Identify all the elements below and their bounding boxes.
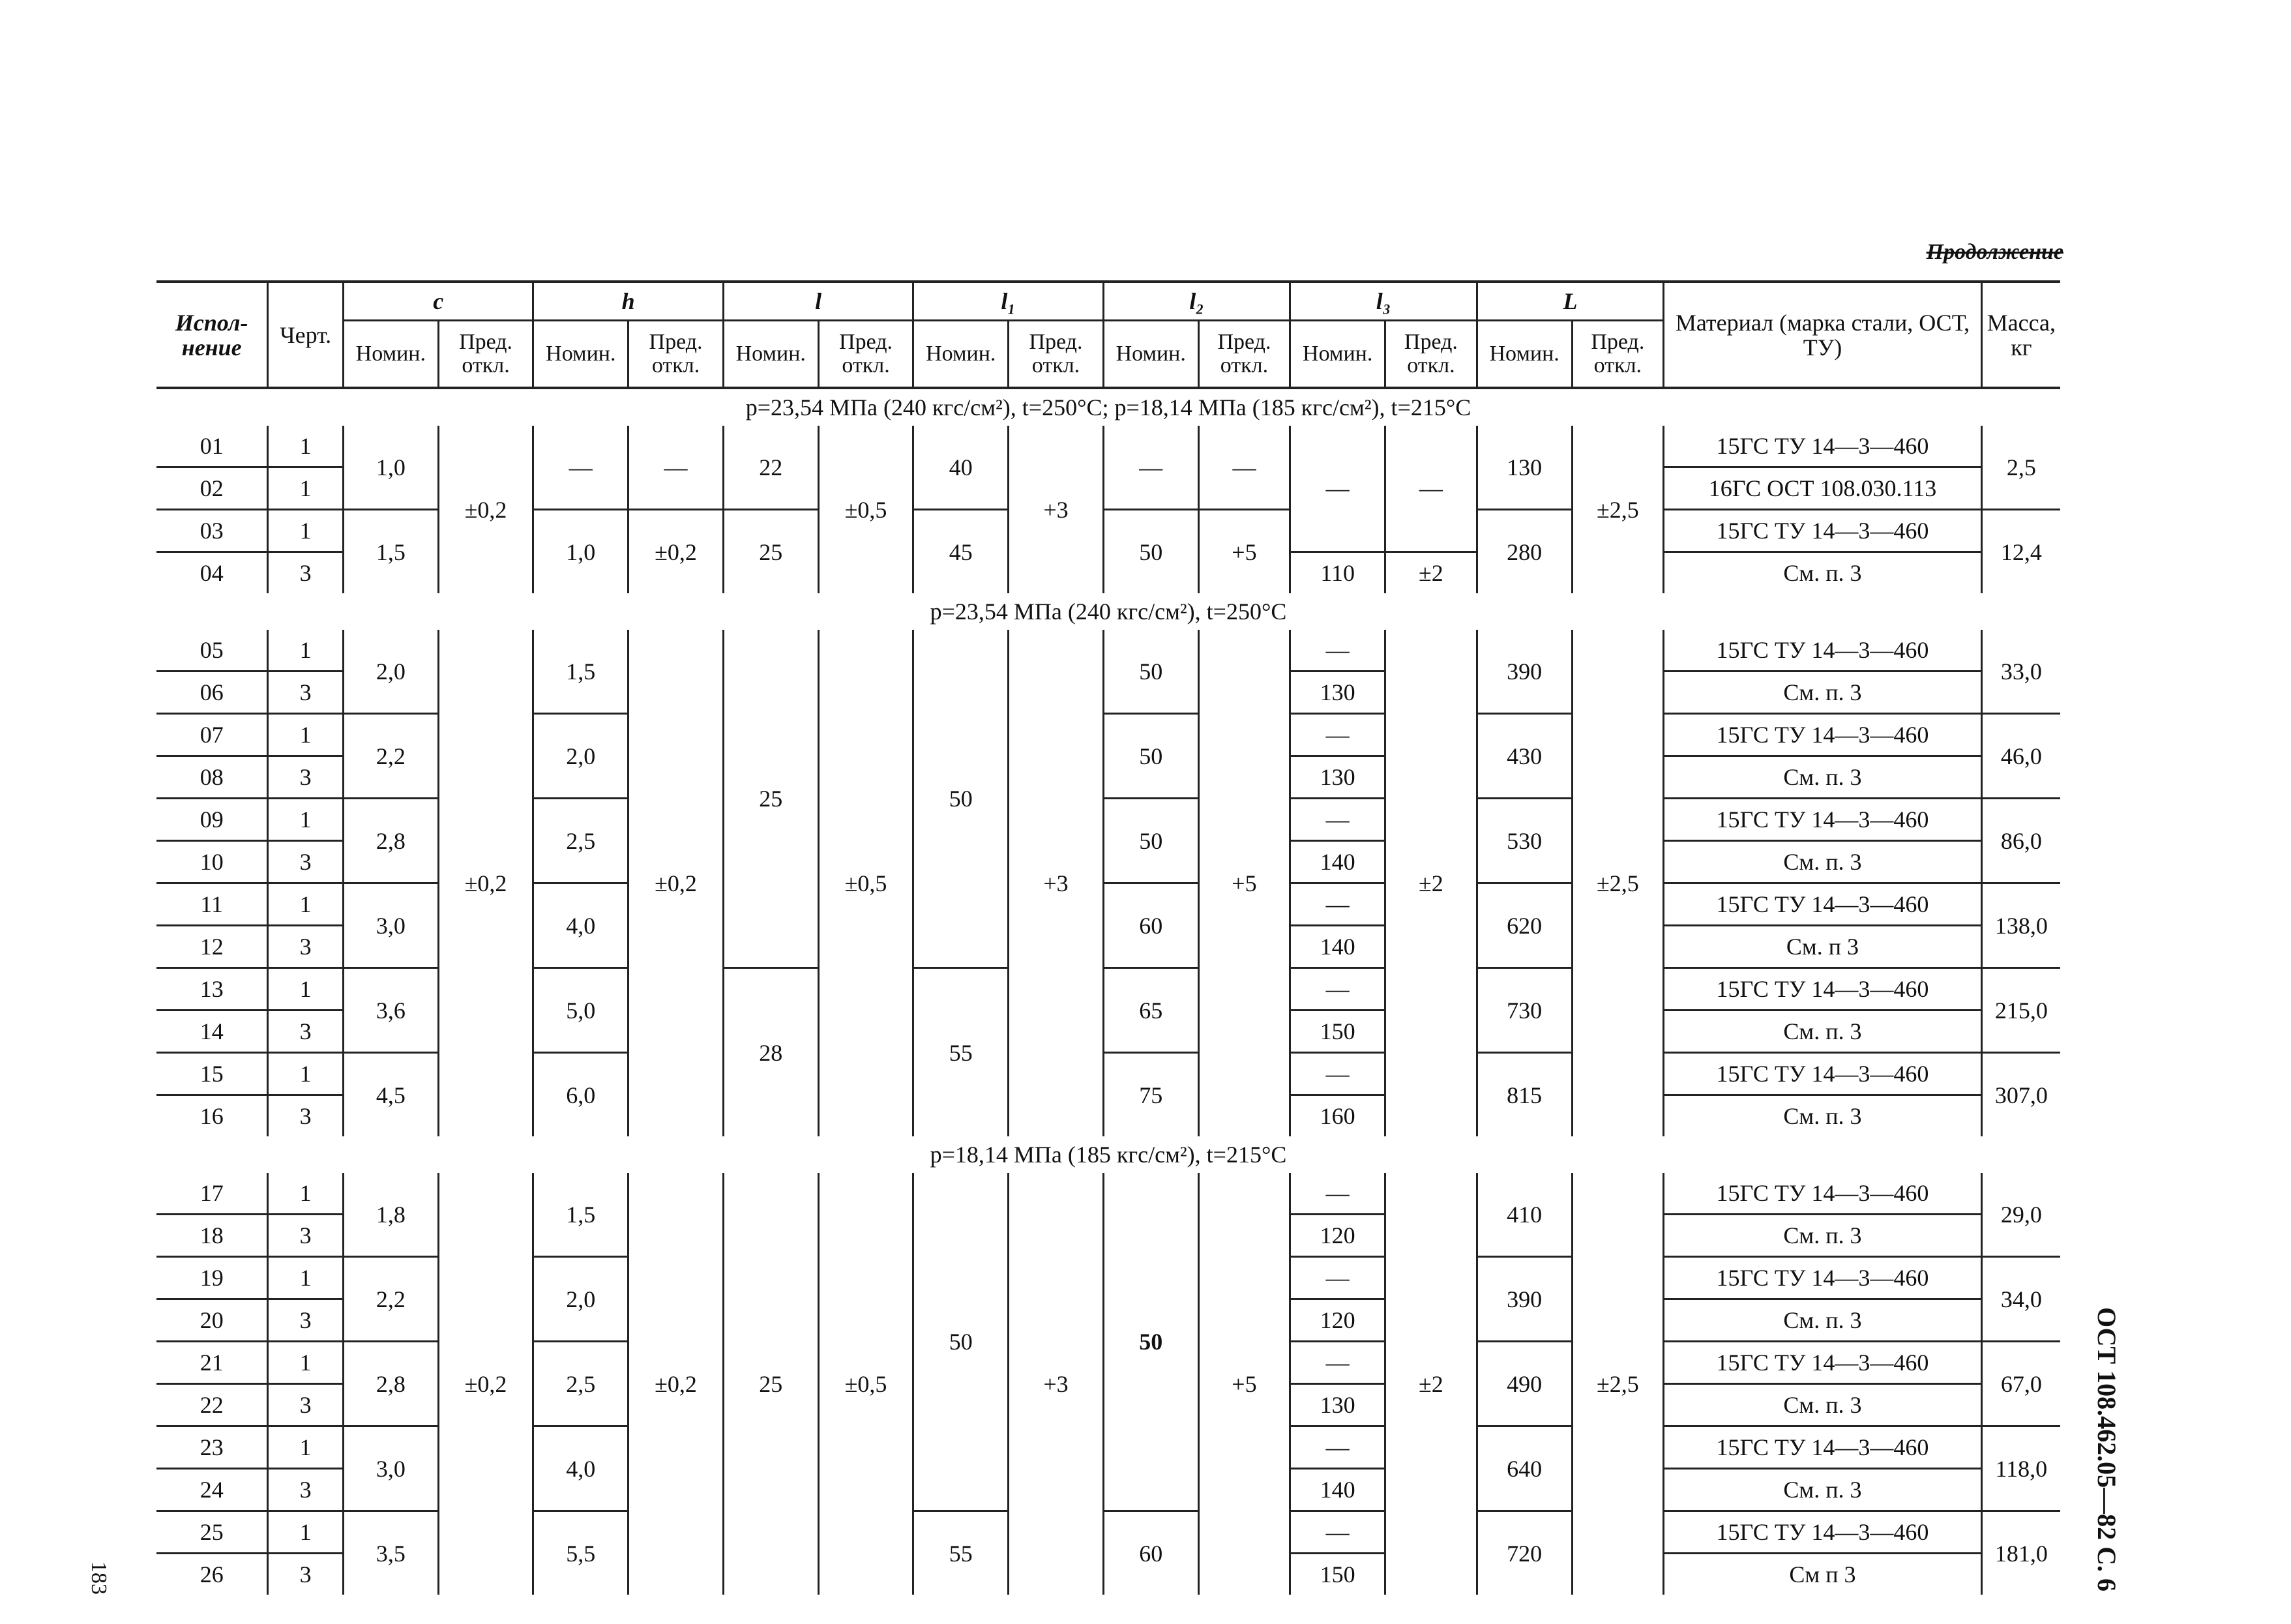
header-massa: Масса, кг bbox=[1981, 282, 2060, 388]
chert-cell: 1 bbox=[268, 799, 344, 841]
c-nom: 3,0 bbox=[343, 1426, 438, 1511]
l2-nom: 50 bbox=[1103, 799, 1198, 883]
mass-cell: 46,0 bbox=[1981, 714, 2060, 799]
header-chert: Черт. bbox=[268, 282, 344, 388]
L-nom: 490 bbox=[1477, 1342, 1572, 1426]
chert-cell: 3 bbox=[268, 552, 344, 594]
l-dev: ±0,5 bbox=[818, 426, 913, 593]
header-ispolnenie: Испол-нение bbox=[156, 282, 268, 388]
mass-cell: 118,0 bbox=[1981, 1426, 2060, 1511]
mass-cell: 34,0 bbox=[1981, 1257, 2060, 1342]
l3-nom: 130 bbox=[1290, 672, 1385, 714]
l3-nom: 150 bbox=[1290, 1554, 1385, 1595]
c-dev: ±0,2 bbox=[438, 630, 533, 1136]
l2-nom: 50 bbox=[1103, 1173, 1198, 1511]
l-nom: 28 bbox=[723, 968, 818, 1137]
mass-cell: 12,4 bbox=[1981, 510, 2060, 594]
material-cell: См. п. 3 bbox=[1664, 1384, 1981, 1426]
isp-cell: 06 bbox=[156, 672, 268, 714]
header-pred: Пред. откл. bbox=[818, 321, 913, 389]
header-c: c bbox=[343, 282, 533, 321]
isp-cell: 26 bbox=[156, 1554, 268, 1595]
chert-cell: 1 bbox=[268, 1426, 344, 1469]
l1-nom: 45 bbox=[913, 510, 1009, 594]
l3-nom: — bbox=[1290, 1173, 1385, 1215]
isp-cell: 19 bbox=[156, 1257, 268, 1299]
isp-cell: 15 bbox=[156, 1053, 268, 1095]
material-cell: 15ГС ТУ 14—3—460 bbox=[1664, 1511, 1981, 1554]
h-nom: 2,5 bbox=[533, 1342, 628, 1426]
L-nom: 130 bbox=[1477, 426, 1572, 510]
l-dev: ±0,5 bbox=[818, 1173, 913, 1595]
isp-cell: 03 bbox=[156, 510, 268, 552]
header-pred: Пред. откл. bbox=[438, 321, 533, 389]
c-dev: ±0,2 bbox=[438, 426, 533, 593]
isp-cell: 08 bbox=[156, 756, 268, 799]
l2-dev: +5 bbox=[1198, 630, 1290, 1136]
mass-cell: 138,0 bbox=[1981, 883, 2060, 968]
l3-nom: — bbox=[1290, 883, 1385, 926]
l2-dev: +5 bbox=[1198, 1173, 1290, 1595]
chert-cell: 1 bbox=[268, 630, 344, 672]
header-material: Материал (марка стали, ОСТ, ТУ) bbox=[1664, 282, 1981, 388]
c-nom: 2,2 bbox=[343, 1257, 438, 1342]
mass-cell: 181,0 bbox=[1981, 1511, 2060, 1595]
continuation-label: Продолжение bbox=[1926, 240, 2063, 264]
l2-dev: — bbox=[1198, 426, 1290, 510]
h-nom: 1,0 bbox=[533, 510, 628, 594]
header-l: l bbox=[723, 282, 913, 321]
chert-cell: 3 bbox=[268, 1554, 344, 1595]
c-nom: 2,2 bbox=[343, 714, 438, 799]
L-nom: 640 bbox=[1477, 1426, 1572, 1511]
l2-dev: +5 bbox=[1198, 510, 1290, 594]
l3-nom: — bbox=[1290, 1511, 1385, 1554]
L-nom: 430 bbox=[1477, 714, 1572, 799]
c-nom: 1,8 bbox=[343, 1173, 438, 1257]
l1-nom: 50 bbox=[913, 630, 1009, 968]
material-cell: 15ГС ТУ 14—3—460 bbox=[1664, 1426, 1981, 1469]
material-cell: См. п. 3 bbox=[1664, 1469, 1981, 1511]
header-h: h bbox=[533, 282, 723, 321]
l3-nom: 140 bbox=[1290, 841, 1385, 883]
l1-nom: 50 bbox=[913, 1173, 1009, 1511]
l3-dev: ±2 bbox=[1385, 552, 1477, 594]
c-nom: 4,5 bbox=[343, 1053, 438, 1137]
section-heading: p=18,14 МПа (185 кгс/см²), t=215°C bbox=[930, 1142, 1287, 1168]
l3-nom: — bbox=[1290, 1257, 1385, 1299]
spec-table bbox=[156, 280, 2060, 1595]
l3-nom: 140 bbox=[1290, 926, 1385, 968]
h-nom: 4,0 bbox=[533, 1426, 628, 1511]
material-cell: См. п. 3 bbox=[1664, 756, 1981, 799]
chert-cell: 1 bbox=[268, 1511, 344, 1554]
c-nom: 3,6 bbox=[343, 968, 438, 1053]
chert-cell: 1 bbox=[268, 714, 344, 756]
section-heading: p=23,54 МПа (240 кгс/см²), t=250°C bbox=[930, 598, 1287, 625]
l1-dev: +3 bbox=[1009, 1173, 1104, 1595]
section-heading: p=23,54 МПа (240 кгс/см²), t=250°C; p=18,14 МПа (185 кгс/см²), t=215°C bbox=[745, 394, 1471, 421]
mass-cell: 2,5 bbox=[1981, 426, 2060, 510]
isp-cell: 11 bbox=[156, 883, 268, 926]
material-cell: См. п. 3 bbox=[1664, 1095, 1981, 1137]
isp-cell: 21 bbox=[156, 1342, 268, 1384]
l3-nom: 140 bbox=[1290, 1469, 1385, 1511]
header-l3: l₃ bbox=[1290, 282, 1477, 321]
isp-cell: 04 bbox=[156, 552, 268, 594]
isp-cell: 17 bbox=[156, 1173, 268, 1215]
material-cell: 15ГС ТУ 14—3—460 bbox=[1664, 1257, 1981, 1299]
h-nom: 5,0 bbox=[533, 968, 628, 1053]
material-cell: См п 3 bbox=[1664, 1554, 1981, 1595]
L-nom: 620 bbox=[1477, 883, 1572, 968]
isp-cell: 20 bbox=[156, 1299, 268, 1342]
c-nom: 1,5 bbox=[343, 510, 438, 594]
header-nomin: Номин. bbox=[723, 321, 818, 389]
chert-cell: 3 bbox=[268, 926, 344, 968]
l3-nom: 160 bbox=[1290, 1095, 1385, 1137]
header-pred: Пред. откл. bbox=[628, 321, 724, 389]
L-nom: 530 bbox=[1477, 799, 1572, 883]
l3-nom: — bbox=[1290, 1426, 1385, 1469]
l1-dev: +3 bbox=[1009, 630, 1104, 1136]
mass-cell: 86,0 bbox=[1981, 799, 2060, 883]
L-nom: 390 bbox=[1477, 630, 1572, 714]
chert-cell: 3 bbox=[268, 672, 344, 714]
chert-cell: 1 bbox=[268, 510, 344, 552]
l1-nom: 40 bbox=[913, 426, 1009, 510]
material-cell: См. п 3 bbox=[1664, 926, 1981, 968]
L-nom: 815 bbox=[1477, 1053, 1572, 1137]
material-cell: См. п. 3 bbox=[1664, 1011, 1981, 1053]
h-nom: — bbox=[533, 426, 628, 510]
h-dev: ±0,2 bbox=[628, 630, 724, 1136]
header-pred: Пред. откл. bbox=[1572, 321, 1664, 389]
h-dev: ±0,2 bbox=[628, 1173, 724, 1595]
l3-nom: — bbox=[1290, 1342, 1385, 1384]
l-nom: 25 bbox=[723, 1173, 818, 1595]
l-nom: 25 bbox=[723, 630, 818, 968]
h-nom: 1,5 bbox=[533, 1173, 628, 1257]
chert-cell: 1 bbox=[268, 426, 344, 467]
h-nom: 4,0 bbox=[533, 883, 628, 968]
L-dev: ±2,5 bbox=[1572, 426, 1664, 593]
l2-nom: 50 bbox=[1103, 510, 1198, 594]
chert-cell: 1 bbox=[268, 467, 344, 510]
h-dev: — bbox=[628, 426, 724, 510]
l3-nom: — bbox=[1290, 1053, 1385, 1095]
isp-cell: 07 bbox=[156, 714, 268, 756]
header-L: L bbox=[1477, 282, 1663, 321]
material-cell: См. п. 3 bbox=[1664, 672, 1981, 714]
l3-dev: — bbox=[1385, 426, 1477, 552]
l2-nom: 75 bbox=[1103, 1053, 1198, 1137]
page-number: 183 bbox=[87, 1561, 111, 1595]
header-pred: Пред. откл. bbox=[1385, 321, 1477, 389]
l2-nom: 50 bbox=[1103, 630, 1198, 714]
header-l2: l₂ bbox=[1103, 282, 1290, 321]
material-cell: См. п. 3 bbox=[1664, 1299, 1981, 1342]
h-dev: ±0,2 bbox=[628, 510, 724, 594]
chert-cell: 3 bbox=[268, 1215, 344, 1257]
chert-cell: 1 bbox=[268, 968, 344, 1011]
l3-nom: 130 bbox=[1290, 1384, 1385, 1426]
isp-cell: 25 bbox=[156, 1511, 268, 1554]
l3-nom: — bbox=[1290, 968, 1385, 1011]
isp-cell: 09 bbox=[156, 799, 268, 841]
material-cell: 15ГС ТУ 14—3—460 bbox=[1664, 968, 1981, 1011]
mass-cell: 307,0 bbox=[1981, 1053, 2060, 1137]
chert-cell: 3 bbox=[268, 1299, 344, 1342]
c-dev: ±0,2 bbox=[438, 1173, 533, 1595]
material-cell: 15ГС ТУ 14—3—460 bbox=[1664, 510, 1981, 552]
chert-cell: 3 bbox=[268, 1469, 344, 1511]
l3-nom: 130 bbox=[1290, 756, 1385, 799]
isp-cell: 24 bbox=[156, 1469, 268, 1511]
c-nom: 2,8 bbox=[343, 1342, 438, 1426]
header-nomin: Номин. bbox=[1103, 321, 1198, 389]
chert-cell: 3 bbox=[268, 1095, 344, 1137]
isp-cell: 23 bbox=[156, 1426, 268, 1469]
l2-nom: 60 bbox=[1103, 883, 1198, 968]
material-cell: 16ГС ОСТ 108.030.113 bbox=[1664, 467, 1981, 510]
l3-nom: — bbox=[1290, 799, 1385, 841]
l3-nom: — bbox=[1290, 714, 1385, 756]
spec-table-sheet bbox=[156, 280, 2060, 1595]
l3-nom: 120 bbox=[1290, 1299, 1385, 1342]
l2-nom: 65 bbox=[1103, 968, 1198, 1053]
material-cell: 15ГС ТУ 14—3—460 bbox=[1664, 799, 1981, 841]
l-dev: ±0,5 bbox=[818, 630, 913, 1136]
material-cell: 15ГС ТУ 14—3—460 bbox=[1664, 1173, 1981, 1215]
c-nom: 3,5 bbox=[343, 1511, 438, 1595]
material-cell: 15ГС ТУ 14—3—460 bbox=[1664, 883, 1981, 926]
material-cell: См. п. 3 bbox=[1664, 552, 1981, 594]
c-nom: 2,0 bbox=[343, 630, 438, 714]
h-nom: 2,5 bbox=[533, 799, 628, 883]
h-nom: 6,0 bbox=[533, 1053, 628, 1137]
L-nom: 410 bbox=[1477, 1173, 1572, 1257]
l1-nom: 55 bbox=[913, 1511, 1009, 1595]
l2-nom: 60 bbox=[1103, 1511, 1198, 1595]
isp-cell: 13 bbox=[156, 968, 268, 1011]
l-nom: 22 bbox=[723, 426, 818, 510]
material-cell: См. п. 3 bbox=[1664, 1215, 1981, 1257]
chert-cell: 3 bbox=[268, 1011, 344, 1053]
document-code: ОСТ 108.462.05—82 С. 6 bbox=[2092, 1307, 2121, 1592]
chert-cell: 1 bbox=[268, 1173, 344, 1215]
h-nom: 2,0 bbox=[533, 1257, 628, 1342]
chert-cell: 1 bbox=[268, 1053, 344, 1095]
mass-cell: 215,0 bbox=[1981, 968, 2060, 1053]
material-cell: См. п. 3 bbox=[1664, 841, 1981, 883]
l2-nom: — bbox=[1103, 426, 1198, 510]
isp-cell: 02 bbox=[156, 467, 268, 510]
isp-cell: 05 bbox=[156, 630, 268, 672]
h-nom: 2,0 bbox=[533, 714, 628, 799]
material-cell: 15ГС ТУ 14—3—460 bbox=[1664, 1053, 1981, 1095]
isp-cell: 01 bbox=[156, 426, 268, 467]
isp-cell: 18 bbox=[156, 1215, 268, 1257]
header-nomin: Номин. bbox=[1290, 321, 1385, 389]
header-l1: l₁ bbox=[913, 282, 1103, 321]
L-nom: 720 bbox=[1477, 1511, 1572, 1595]
material-cell: 15ГС ТУ 14—3—460 bbox=[1664, 714, 1981, 756]
header-nomin: Номин. bbox=[533, 321, 628, 389]
material-cell: 15ГС ТУ 14—3—460 bbox=[1664, 630, 1981, 672]
L-dev: ±2,5 bbox=[1572, 1173, 1664, 1595]
c-nom: 3,0 bbox=[343, 883, 438, 968]
chert-cell: 3 bbox=[268, 841, 344, 883]
header-nomin: Номин. bbox=[343, 321, 438, 389]
header-pred: Пред. откл. bbox=[1198, 321, 1290, 389]
isp-cell: 14 bbox=[156, 1011, 268, 1053]
isp-cell: 22 bbox=[156, 1384, 268, 1426]
l3-nom: 120 bbox=[1290, 1215, 1385, 1257]
l3-nom: — bbox=[1290, 426, 1385, 552]
l1-nom: 55 bbox=[913, 968, 1009, 1137]
L-nom: 730 bbox=[1477, 968, 1572, 1053]
l3-nom: 110 bbox=[1290, 552, 1385, 594]
chert-cell: 1 bbox=[268, 1342, 344, 1384]
L-dev: ±2,5 bbox=[1572, 630, 1664, 1136]
l-nom: 25 bbox=[723, 510, 818, 594]
isp-cell: 10 bbox=[156, 841, 268, 883]
material-cell: 15ГС ТУ 14—3—460 bbox=[1664, 1342, 1981, 1384]
mass-cell: 33,0 bbox=[1981, 630, 2060, 714]
h-nom: 5,5 bbox=[533, 1511, 628, 1595]
header-nomin: Номин. bbox=[1477, 321, 1572, 389]
h-nom: 1,5 bbox=[533, 630, 628, 714]
l3-nom: — bbox=[1290, 630, 1385, 672]
mass-cell: 29,0 bbox=[1981, 1173, 2060, 1257]
chert-cell: 1 bbox=[268, 883, 344, 926]
L-nom: 390 bbox=[1477, 1257, 1572, 1342]
chert-cell: 1 bbox=[268, 1257, 344, 1299]
isp-cell: 16 bbox=[156, 1095, 268, 1137]
l1-dev: +3 bbox=[1009, 426, 1104, 593]
L-nom: 280 bbox=[1477, 510, 1572, 594]
material-cell: 15ГС ТУ 14—3—460 bbox=[1664, 426, 1981, 467]
l3-dev: ±2 bbox=[1385, 630, 1477, 1136]
chert-cell: 3 bbox=[268, 1384, 344, 1426]
l2-nom: 50 bbox=[1103, 714, 1198, 799]
mass-cell: 67,0 bbox=[1981, 1342, 2060, 1426]
isp-cell: 12 bbox=[156, 926, 268, 968]
chert-cell: 3 bbox=[268, 756, 344, 799]
l3-dev: ±2 bbox=[1385, 1173, 1477, 1595]
header-nomin: Номин. bbox=[913, 321, 1009, 389]
c-nom: 1,0 bbox=[343, 426, 438, 510]
header-pred: Пред. откл. bbox=[1009, 321, 1104, 389]
l3-nom: 150 bbox=[1290, 1011, 1385, 1053]
c-nom: 2,8 bbox=[343, 799, 438, 883]
